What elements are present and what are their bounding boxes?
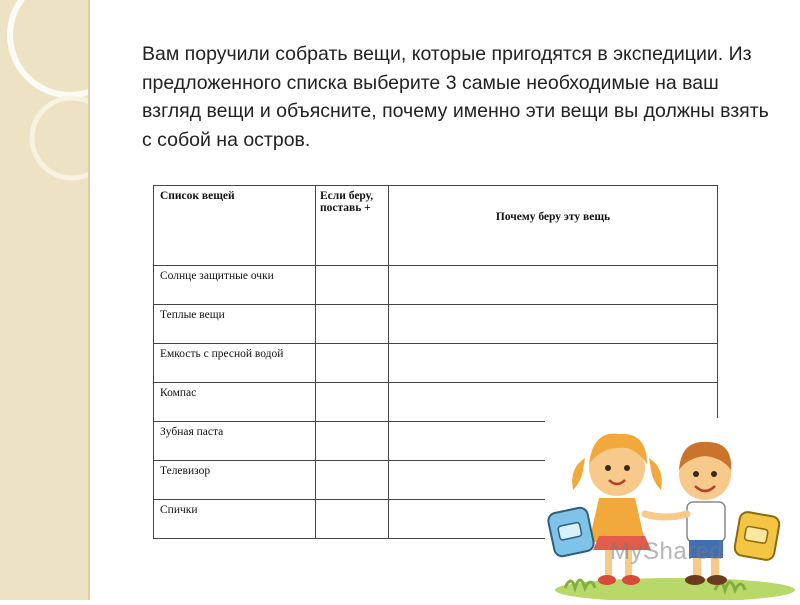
item-name: Емкость с пресной водой — [154, 344, 316, 383]
kids-with-backpacks-image — [545, 418, 800, 600]
take-mark-cell[interactable] — [316, 305, 389, 344]
watermark: MyShared — [610, 538, 724, 565]
item-name: Теплые вещи — [154, 305, 316, 344]
reason-cell[interactable] — [389, 383, 718, 422]
take-mark-cell[interactable] — [316, 383, 389, 422]
item-name: Зубная паста — [154, 422, 316, 461]
header-why-label: Почему беру эту вещь — [495, 210, 611, 223]
item-name: Солнце защитные очки — [154, 266, 316, 305]
item-name: Спички — [154, 500, 316, 539]
header-take-mark: Если беру, поставь + — [316, 186, 389, 266]
reason-cell[interactable] — [389, 266, 718, 305]
item-name: Компас — [154, 383, 316, 422]
table-row — [154, 305, 718, 344]
take-mark-cell[interactable] — [316, 500, 389, 539]
take-mark-cell[interactable] — [316, 422, 389, 461]
take-mark-cell[interactable] — [316, 344, 389, 383]
decorative-circles — [0, 0, 90, 600]
task-instructions: Вам поручили собрать вещи, которые пригодятся в экспедиции. Из предложенного списка выберите 3 самые необходимые на ваш взгляд вещи и объясните, почему именно эти вещи вы должны взять с собой на остров. — [142, 43, 769, 151]
table-row — [154, 383, 718, 422]
sidebar-divider — [88, 0, 90, 600]
decorative-sidebar — [0, 0, 88, 600]
header-items-list: Список вещей — [154, 186, 316, 266]
table-row — [154, 266, 718, 305]
kids-illustration — [545, 418, 800, 600]
item-name: Телевизор — [154, 461, 316, 500]
table-row — [154, 344, 718, 383]
take-mark-cell[interactable] — [316, 461, 389, 500]
reason-cell[interactable] — [389, 344, 718, 383]
take-mark-cell[interactable] — [316, 266, 389, 305]
header-why — [389, 186, 718, 266]
reason-cell[interactable] — [389, 305, 718, 344]
table-header-row — [154, 186, 718, 266]
